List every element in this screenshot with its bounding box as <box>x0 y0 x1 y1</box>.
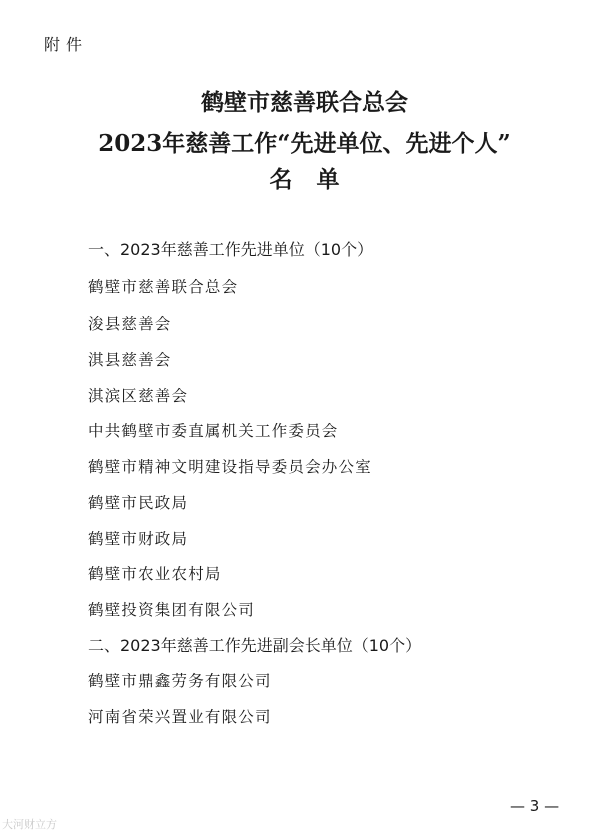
list-item: 鹤壁投资集团有限公司 <box>88 601 256 619</box>
list-item: 淇县慈善会 <box>88 351 172 369</box>
watermark-logo: 大河财立方 <box>2 818 57 831</box>
section-heading-vice-president-units: 二、2023年慈善工作先进副会长单位（10个） <box>88 636 422 655</box>
list-item: 中共鹤壁市委直属机关工作委员会 <box>88 422 339 440</box>
page-number: — 3 — <box>510 797 560 815</box>
list-item: 鹤壁市精神文明建设指导委员会办公室 <box>88 458 372 476</box>
title-subject: 2023年慈善工作“先进单位、先进个人” <box>98 130 511 157</box>
list-item: 鹤壁市财政局 <box>88 530 189 548</box>
list-item: 鹤壁市鼎鑫劳务有限公司 <box>88 672 272 690</box>
list-item: 河南省荣兴置业有限公司 <box>88 708 272 726</box>
list-item: 浚县慈善会 <box>88 315 172 333</box>
list-item: 鹤壁市农业农村局 <box>88 565 222 583</box>
title-list: 名单 <box>269 166 364 193</box>
list-item: 鹤壁市民政局 <box>88 494 189 512</box>
list-item: 鹤壁市慈善联合总会 <box>88 278 239 296</box>
list-item: 淇滨区慈善会 <box>88 387 189 405</box>
title-organization: 鹤壁市慈善联合总会 <box>201 89 408 116</box>
attachment-label: 附件 <box>44 35 89 54</box>
section-heading-advanced-units: 一、2023年慈善工作先进单位（10个） <box>88 240 374 259</box>
